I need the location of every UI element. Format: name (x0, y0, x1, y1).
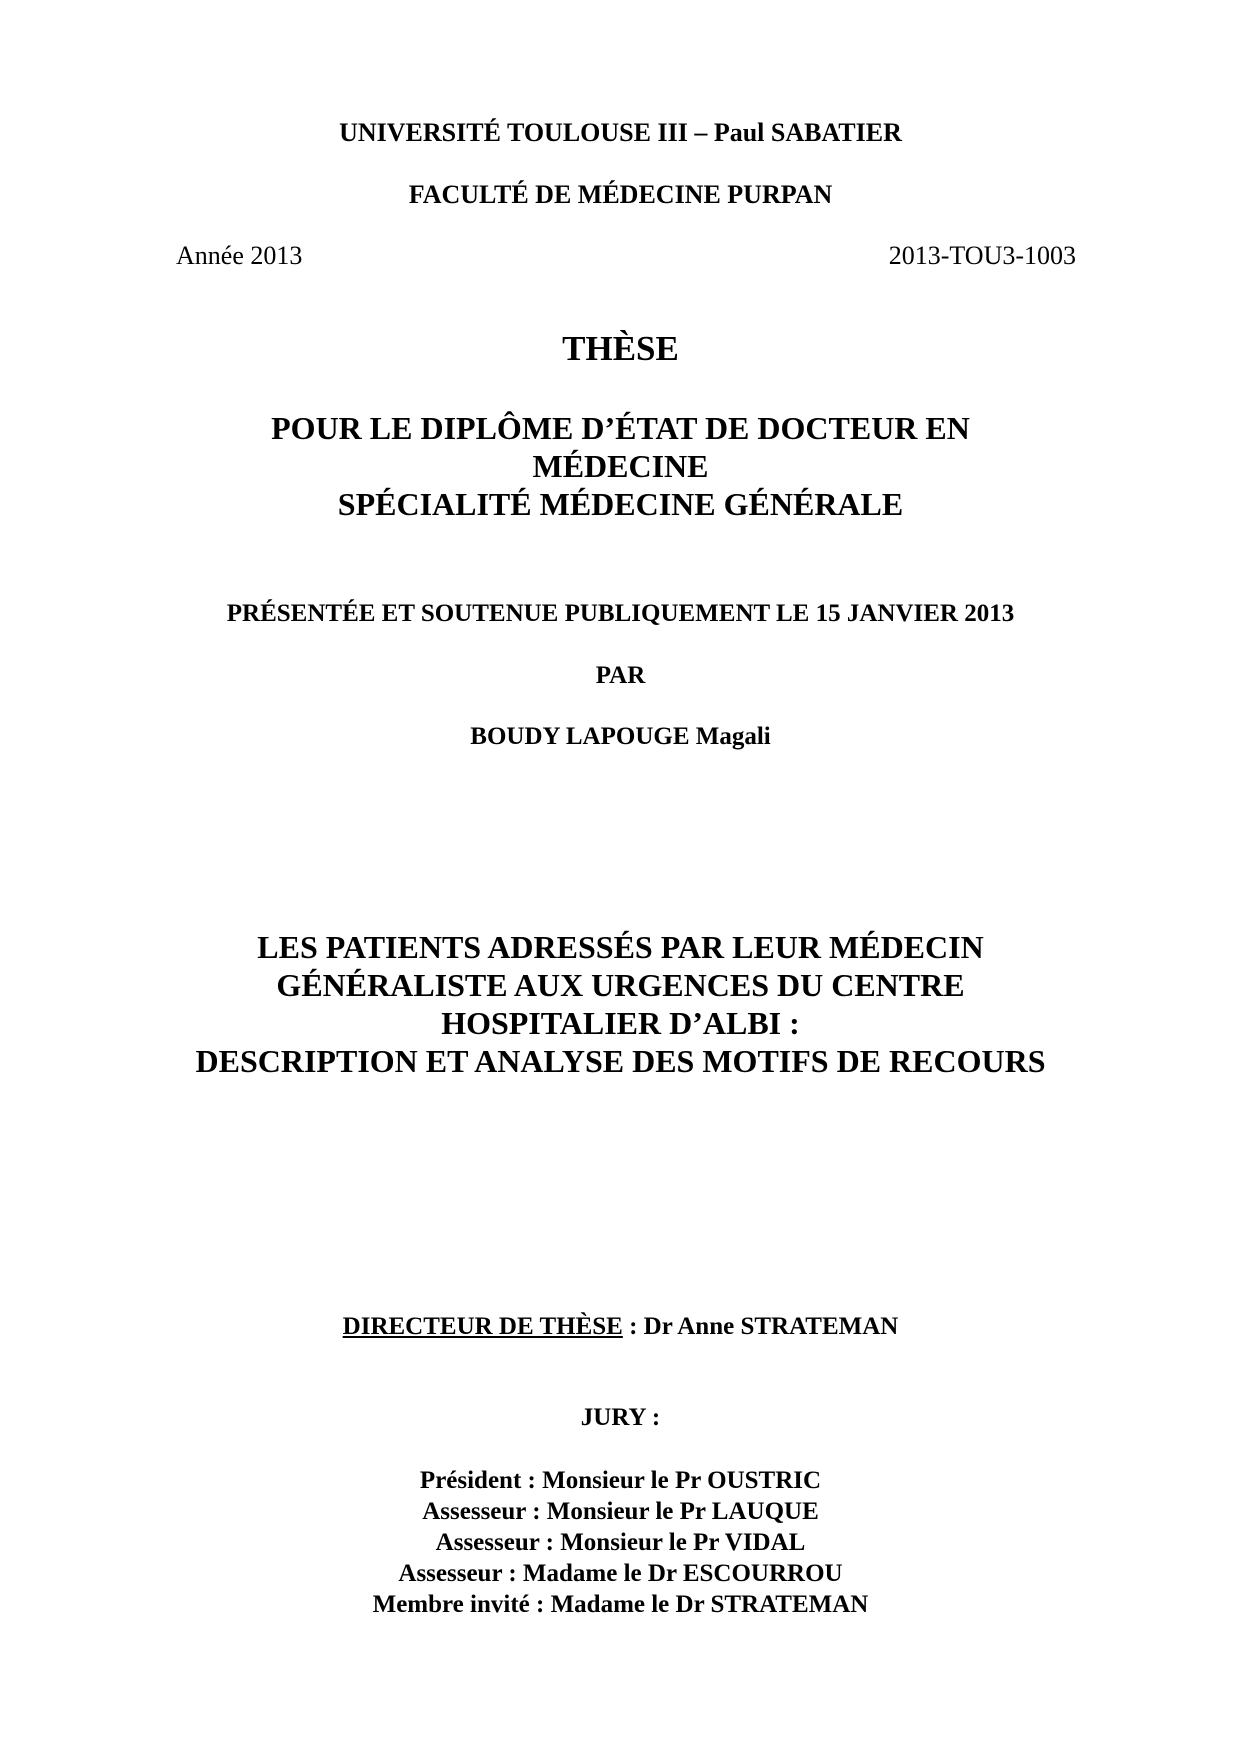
by-label: PAR (595, 662, 646, 689)
subject-line-2: GÉNÉRALISTE AUX URGENCES DU CENTRE (276, 967, 965, 1003)
thesis-director (0, 1313, 1241, 1341)
jury-member-assessor-1: Assesseur : Monsieur le Pr LAUQUE (422, 1498, 819, 1525)
jury-member-assessor-3: Assesseur : Madame le Dr ESCOURROU (398, 1560, 843, 1587)
presentation-date: PRÉSENTÉE ET SOUTENUE PUBLIQUEMENT LE 15 JANVIER 2013 (226, 600, 1015, 627)
faculty-name: FACULTÉ DE MÉDECINE PURPAN (408, 180, 833, 209)
thesis-title: THÈSE (562, 329, 679, 368)
jury-member-assessor-2: Assesseur : Monsieur le Pr VIDAL (435, 1529, 806, 1556)
academic-year: Année 2013 (176, 241, 303, 270)
thesis-code: 2013-TOU3-1003 (888, 241, 1076, 270)
university-name: UNIVERSITÉ TOULOUSE III – Paul SABATIER (339, 118, 902, 147)
subject-line-3: HOSPITALIER D’ALBI : (441, 1005, 800, 1041)
specialty: SPÉCIALITÉ MÉDECINE GÉNÉRALE (337, 486, 904, 522)
jury-heading: JURY : (580, 1404, 661, 1431)
jury-member-president: Président : Monsieur le Pr OUSTRIC (419, 1467, 822, 1494)
director-value: : Dr Anne STRATEMAN (622, 1313, 899, 1340)
jury-member-invited: Membre invité : Madame le Dr STRATEMAN (372, 1591, 869, 1618)
subject-line-4: DESCRIPTION ET ANALYSE DES MOTIFS DE RECOURS (195, 1043, 1046, 1079)
author-name: BOUDY LAPOUGE Magali (470, 723, 771, 750)
diploma-line-1: POUR LE DIPLÔME D’ÉTAT DE DOCTEUR EN (271, 410, 970, 446)
subject-line-1: LES PATIENTS ADRESSÉS PAR LEUR MÉDECIN (257, 929, 984, 965)
director-label: DIRECTEUR DE THÈSE (342, 1313, 623, 1340)
diploma-line-2: MÉDECINE (532, 448, 709, 484)
